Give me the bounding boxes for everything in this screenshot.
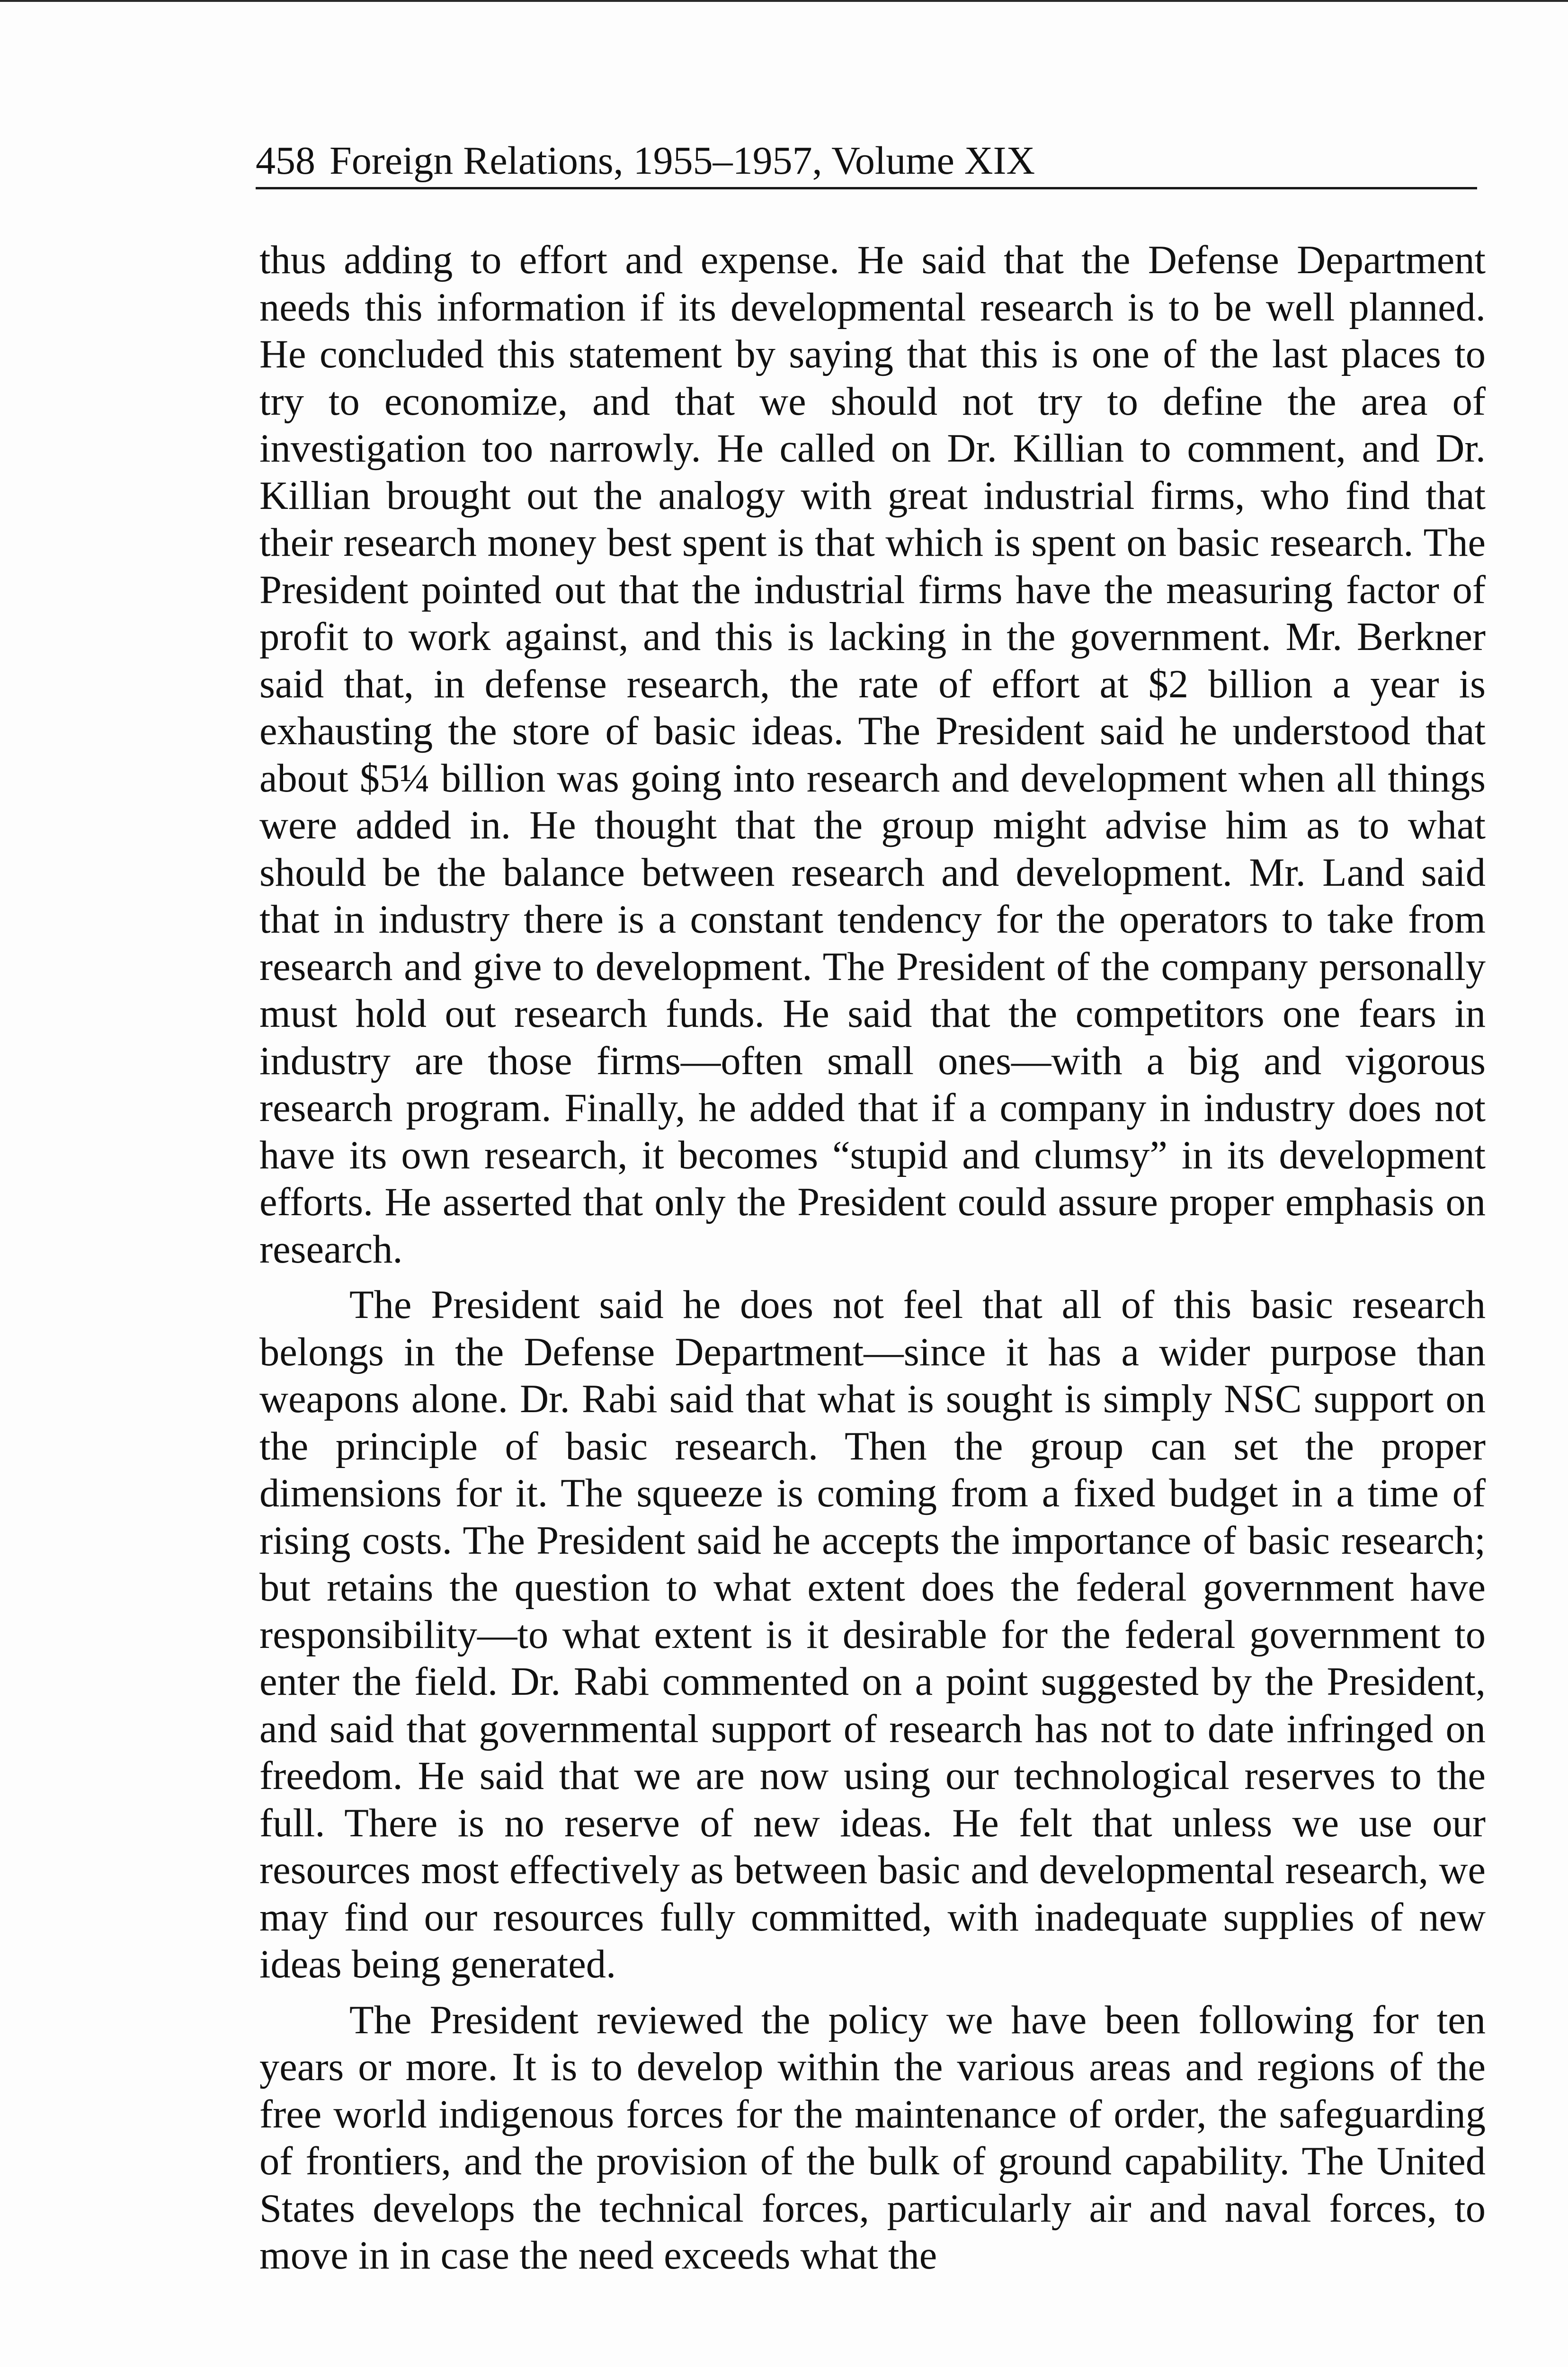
- running-title: Foreign Relations, 1955–1957, Volume XIX: [330, 139, 1035, 183]
- running-head: [256, 135, 1477, 189]
- paragraph-2: The President said he does not feel that all of this basic research belongs in the Defense Department—since it has a wider purpose than weapons alone. Dr. Rabi said that what is sought is simply NSC support on the principle of basic research. Then the group can set the proper dimensions for it. The squeeze is coming from a fixed budget in a time of rising costs. The President said he accepts the importance of basic research; but retains the question to what extent does the federal government have responsibility—to what extent is it desirable for the federal government to enter the field. Dr. Rabi commented on a point suggested by the President, and said that governmental support of research has not to date infringed on freedom. He said that we are now using our technological reserves to the full. There is no reserve of new ideas. He felt that unless we use our resources most effectively as between basic and developmental research, we may find our resources fully committed, with inadequate supplies of new ideas being generated.: [259, 1283, 1486, 1986]
- page-top-edge: [0, 0, 1568, 2]
- paragraph-1: thus adding to effort and expense. He said that the Defense Department needs this information if its developmental research is to be well planned. He concluded this statement by saying that this is one of the last places to try to economize, and that we should not try to define the area of investigation too narrowly. He called on Dr. Killian to comment, and Dr. Killian brought out the analogy with great industrial firms, who find that their research money best spent is that which is spent on basic research. The President pointed out that the industrial firms have the measuring factor of profit to work against, and this is lacking in the government. Mr. Berkner said that, in defense research, the rate of effort at $2 billion a year is exhausting the store of basic ideas. The President said he understood that about $5¼ billion was going into research and development when all things were added in. He thought that the group might advise him as to what should be the balance between research and development. Mr. Land said that in industry there is a constant tendency for the operators to take from research and give to development. The President of the company personally must hold out research funds. He said that the competitors one fears in industry are those firms—often small ones—with a big and vigorous research program. Finally, he added that if a company in industry does not have its own research, it becomes “stupid and clumsy” in its development efforts. He asserted that only the President could assure proper emphasis on research.: [259, 238, 1486, 1272]
- paragraph-3: The President reviewed the policy we have been following for ten years or more. It is to develop within the various areas and regions of the free world indigenous forces for the maintenance of order, the safeguarding of frontiers, and the provision of the bulk of ground capability. The United States develops the technical forces, particularly air and naval forces, to move in in case the need exceeds what the: [259, 1998, 1486, 2278]
- body-text: [259, 237, 1486, 2279]
- page-number: 458: [256, 139, 315, 183]
